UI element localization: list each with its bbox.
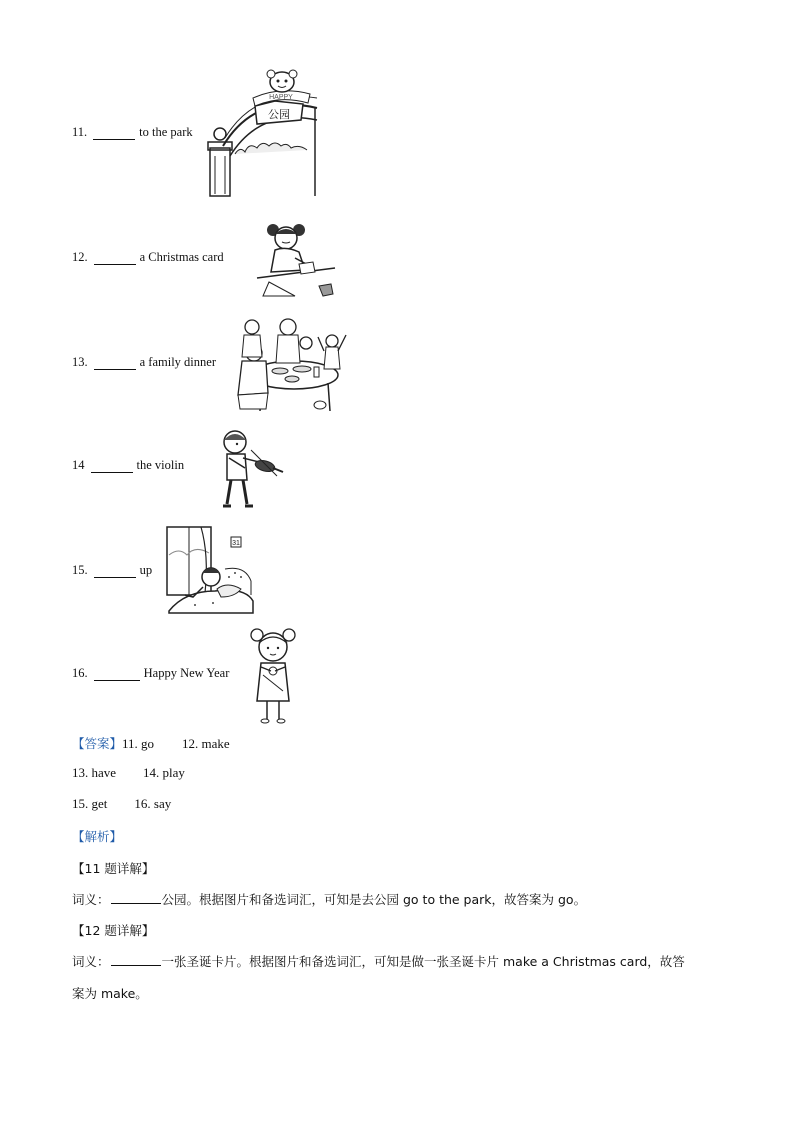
question-14	[72, 458, 184, 473]
explanation-12-cont: 案为 make。	[72, 986, 148, 1001]
answers-line-1	[72, 734, 230, 752]
explanation-prefix: 词义：	[72, 892, 110, 907]
section-heading-12: 【12 题详解】	[72, 923, 155, 938]
girl-making-card-icon	[255, 218, 337, 300]
answer-item: 13. have	[72, 765, 117, 780]
svg-text:HAPPY: HAPPY	[269, 94, 293, 101]
question-number: 12.	[72, 250, 88, 264]
question-13	[72, 355, 216, 370]
question-number: 13.	[72, 355, 88, 369]
park-gate-icon	[205, 68, 320, 198]
answer-item: 12. make	[182, 736, 230, 751]
girl-greeting-icon	[245, 625, 303, 725]
question-16	[72, 666, 229, 681]
explanation-blank	[111, 891, 161, 904]
explanation-text: 公园。根据图片和备选词汇，可知是去公园 go to the park，故答案为 go。	[161, 892, 587, 907]
question-11	[72, 125, 193, 140]
boy-getting-up-icon	[165, 525, 255, 615]
answer-blank	[94, 667, 140, 681]
answers-label: 【答案】	[72, 736, 123, 751]
gate-sign-text: 公园	[268, 108, 290, 121]
answers-line-3	[72, 796, 171, 812]
explanation-12	[72, 952, 685, 970]
question-text: a Christmas card	[139, 250, 224, 264]
answer-blank	[94, 564, 136, 578]
boy-playing-violin-icon	[215, 428, 287, 510]
explanation-text: 一张圣诞卡片。根据图片和备选词汇，可知是做一张圣诞卡片 make a Christmas card，故答	[161, 954, 685, 969]
answer-item: 16. say	[134, 796, 172, 811]
question-number: 15.	[72, 563, 88, 577]
question-15	[72, 563, 152, 578]
question-number: 11.	[72, 125, 88, 139]
section-heading-11: 【11 题详解】	[72, 861, 155, 876]
answer-blank	[94, 251, 136, 265]
explanation-11	[72, 890, 586, 908]
question-text: a family dinner	[139, 355, 216, 369]
answer-blank	[93, 126, 135, 140]
family-dinner-icon	[232, 313, 350, 413]
answer-item: 15. get	[72, 796, 108, 811]
question-12	[72, 250, 224, 265]
question-text: to the park	[139, 125, 193, 139]
question-number: 14	[72, 458, 85, 472]
explanation-prefix: 词义：	[72, 954, 110, 969]
svg-text:31: 31	[232, 540, 240, 547]
answer-blank	[94, 356, 136, 370]
analysis-label: 【解析】	[72, 829, 123, 844]
question-text: the violin	[136, 458, 185, 472]
answer-blank	[91, 459, 133, 473]
question-number: 16.	[72, 666, 88, 680]
explanation-blank	[111, 953, 161, 966]
question-text: up	[139, 563, 153, 577]
question-text: Happy New Year	[143, 666, 230, 680]
answer-item: 11. go	[122, 736, 155, 751]
answers-line-2	[72, 765, 185, 781]
answer-item: 14. play	[143, 765, 185, 780]
